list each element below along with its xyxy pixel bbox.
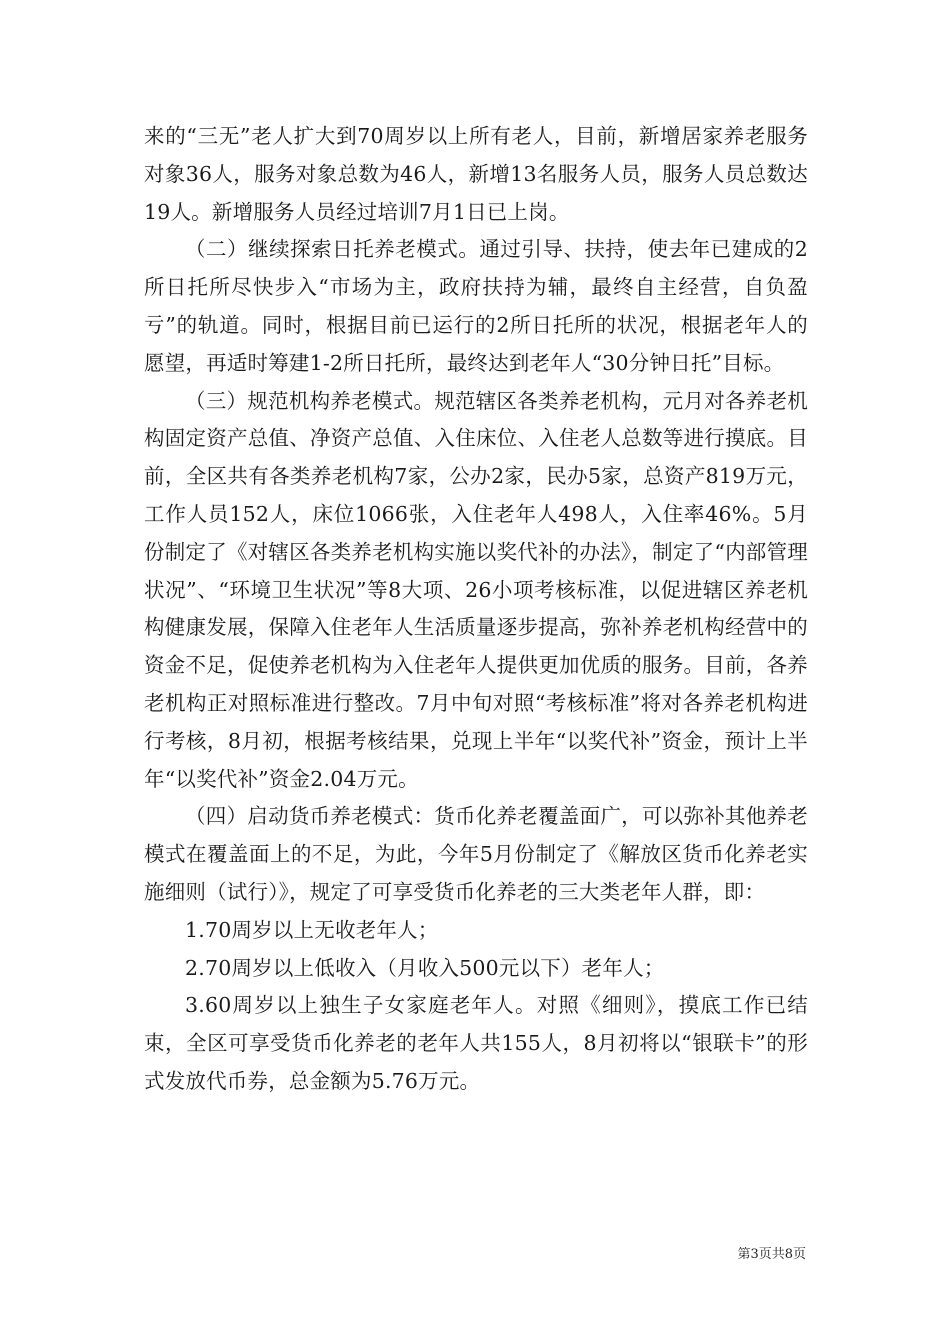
paragraph-2: （二）继续探索日托养老模式。通过引导、扶持，使去年已建成的2所日托所尽快步入“市场为主，政府扶持为辅，最终自主经营，自负盈亏”的轨道。同时，根据目前已运行的2所日托所的状况，根据老年人的愿望，再适时筹建1-2所日托所，最终达到老年人“30分钟日托”目标。	[144, 237, 808, 375]
paragraph-3: （三）规范机构养老模式。规范辖区各类养老机构，元月对各养老机构固定资产总值、净资产总值、入住床位、入住老人总数等进行摸底。目前，全区共有各类养老机构7家，公办2家，民办5家，总资产819万元，工作人员152人，床位1066张，入住老年人498人，入住率46%。5月份制定了《对辖区各类养老机构实施以奖代补的办法》，制定了“内部管理状况”、“环境卫生状况”等8大项、26小项考核标准，以促进辖区养老机构健康发展，保障入住老年人生活质量逐步提高，弥补养老机构经营中的资金不足，促使养老机构为入住老年人提供更加优质的服务。目前，各养老机构正对照标准进行整改。7月中旬对照“考核标准”将对各养老机构进行考核，8月初，根据考核结果，兑现上半年“以奖代补”资金，预计上半年“以奖代补”资金2.04万元。	[144, 388, 808, 791]
paragraph-1: 来的“三无”老人扩大到70周岁以上所有老人，目前，新增居家养老服务对象36人，服务对象总数为46人，新增13名服务人员，服务人员总数达19人。新增服务人员经过培训7月1日已上岗。	[144, 124, 808, 224]
paragraph-4: （四）启动货币养老模式：货币化养老覆盖面广，可以弥补其他养老模式在覆盖面上的不足，为此，今年5月份制定了《解放区货币化养老实施细则（试行）》，规定了可享受货币化养老的三大类老年人群，即：	[144, 804, 808, 904]
document-body	[144, 118, 808, 1101]
page-number: 第3页共8页	[737, 1247, 806, 1262]
list-item-3: 3.60周岁以上独生子女家庭老年人。对照《细则》，摸底工作已结束，全区可享受货币化养老的老年人共155人，8月初将以“银联卡”的形式发放代币券，总金额为5.76万元。	[144, 993, 808, 1093]
list-item-1: 1.70周岁以上无收老年人；	[185, 917, 439, 942]
list-item-2: 2.70周岁以上低收入（月收入500元以下）老年人；	[185, 955, 665, 980]
